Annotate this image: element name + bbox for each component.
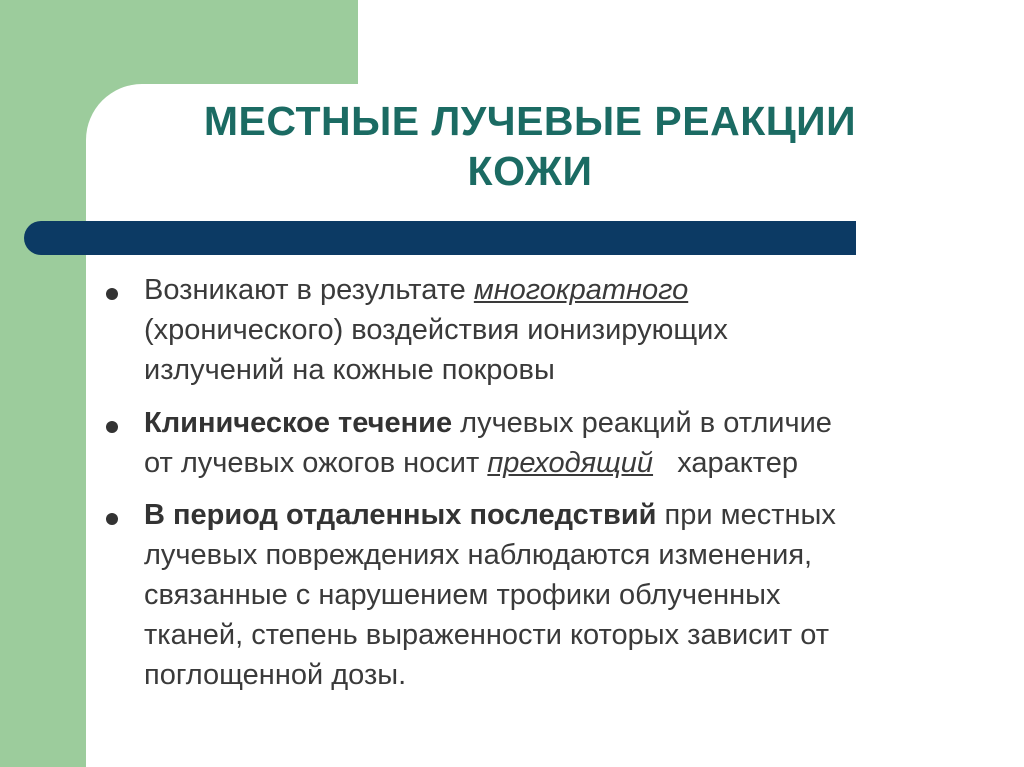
slide-title-line-1: МЕСТНЫЕ ЛУЧЕВЫЕ РЕАКЦИИ (203, 98, 857, 144)
bullet-2-bold: Клиническое течение (144, 407, 453, 439)
bullet-3-bold: В период отдаленных последствий (144, 499, 657, 531)
bullet-dot-icon (106, 513, 118, 525)
slide-title-line-2: КОЖИ (467, 148, 593, 194)
bullet-text-3 (144, 495, 994, 695)
bullet-text-1 (144, 270, 994, 390)
bullet-1-text-a: Возникают в результате (144, 274, 474, 306)
slide-title (90, 96, 970, 196)
bullet-1-line-1 (144, 270, 994, 310)
bullet-2-text-d: характер (653, 447, 799, 479)
bullet-2-text-b: лучевых реакций в отличие (452, 407, 832, 439)
bullet-dot-icon (106, 288, 118, 300)
bullet-3-line-3: связанные с нарушением трофики облученных (144, 579, 781, 611)
title-divider-bar (24, 221, 856, 255)
bullet-1-line-3: излучений на кожные покровы (144, 354, 555, 386)
bullet-3-line-4: тканей, степень выраженности которых зависит от (144, 619, 829, 651)
bullet-dot-icon (106, 421, 118, 433)
bullet-3-line-2: лучевых повреждениях наблюдаются изменения, (144, 539, 813, 571)
bullet-3-line-1 (144, 495, 994, 535)
bullet-2-text-c: от лучевых ожогов носит (144, 447, 488, 479)
bullet-2-line-2 (144, 443, 994, 483)
bullet-1-emphasis: многократного (473, 274, 689, 306)
bullet-2-emphasis: преходящий (487, 447, 654, 479)
bullet-3-text-b: при местных (656, 499, 836, 531)
bullet-2-line-1 (144, 403, 994, 443)
bullet-1-line-2: (хронического) воздействия ионизирующих (144, 314, 728, 346)
bullet-text-2 (144, 403, 994, 483)
bullet-3-line-5: поглощенной дозы. (144, 659, 407, 691)
